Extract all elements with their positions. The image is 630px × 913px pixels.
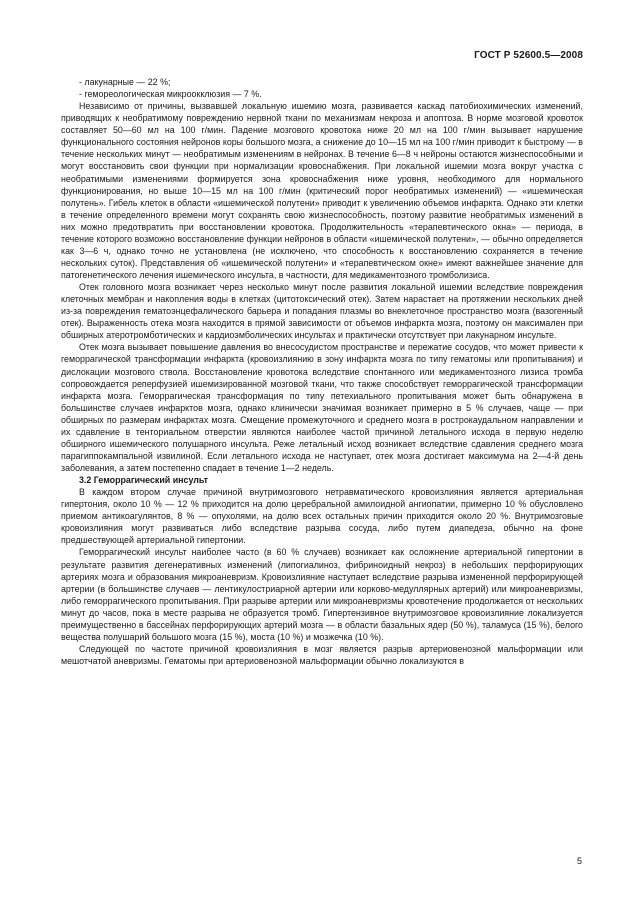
paragraph: Геморрагический инсульт наиболее часто (в 60 % случаев) возникает как осложнение артериальной гипертонии в результате развития дегенеративных изменений (липогиалиноз, фибриноидный некроз) в небольших перфорирующих артериях мозга и образования микроаневризм. Кровоизлияние наступает вследствие разрыва измененной перфорирующей артерии (в большинстве случаев — лентикулостриарной артерии или корково-медуллярных артерий) или микроаневризмы, либо геморрагического пропитывания. При разрыве артерии или микроаневризмы кровотечение продолжается от нескольких минут до часов, пока в месте разрыва не образуется тромб. Гипертензивное внутримозговое кровоизлияние локализуется преимущественно в бассейнах перфорирующих артерий мозга — в области базальных ядер (50 %), таламуса (15 %), белого вещества полушарий большого мозга (15 %), моста (10 %) и мозжечка (10 %). — [61, 547, 583, 642]
paragraph: Следующей по частоте причиной кровоизлияния в мозг является разрыв артериовенозной мальформации или мешотчатой аневризмы. Гематомы при артериовенозной мальформации обычно локализуются в — [61, 643, 583, 666]
paragraph: Отек мозга вызывает повышение давления во внесосудистом пространстве и пережатие сосудов, что может привести к геморрагической трансформации инфаркта (кровоизлиянию в зону инфаркта мозга по типу гематомы или пропитывания) и дислокации мозгового ствола. Восстановление кровотока вследствие спонтанного или медикаментозного лизиса тромба сопровождается реперфузией ишемизированной мозговой ткани, что также способствует геморрагической трансформации инфаркта мозга. Геморрагическая трансформация по типу петехиального пропитывания может быть обнаружена в большинстве случаев инфарктов мозга, однако клинически значимая возникает примерно в 5 % случаев, чаще — при обширных по размерам инфарктах мозга. Смещение промежуточного и среднего мозга в рострокаудальном направлении и их сдавление в тенториальном отверстии являются наиболее частой причиной летального исхода в первую неделю обширного ишемического полушарного инсульта. Реже летальный исход возникает вследствие сдавления среднего мозга парагиппокампальной извилиной. Если летального исхода не наступает, отек мозга достигает максимума на 2—4-й день заболевания, а затем постепенно спадает в течение 1—2 недель. — [61, 342, 583, 473]
standard-header: ГОСТ Р 52600.5—2008 — [474, 50, 583, 61]
paragraph: Независимо от причины, вызвавшей локальную ишемию мозга, развивается каскад патобиохимических изменений, приводящих к необратимому повреждению нервной ткани по механизмам некроза и апоптоза. В норме мозговой кровоток составляет 50—60 мл на 100 г/мин. Падение мозгового кровотока ниже 20 мл на 100 г/мин вызывает нарушение функционального состояния нейронов коры большого мозга, а снижение до 10—15 мл на 100 г/мин приводит к быстрому — в течение нескольких минут — необратимым изменениям в нейронах. В течение 6—8 ч нейроны остаются жизнеспособными и могут восстановить свои функции при нормализации кровоснабжения. При локальной ишемии мозга вокруг участка с необратимыми изменениями формируется зона кровоснабжения ниже уровня, необходимого для нормального функционирования, но выше 10—15 мл на 100 г/мин (критический порог необратимых изменений) — «ишемическая полутень». Гибель клеток в области «ишемической полутени» приводит к увеличению объемов инфаркта. Однако эти клетки в течение определенного времени могут сохранять свою жизнеспособность, поэтому развитие необратимых изменений в них можно предотвратить при восстановлении кровотока. Продолжительность «терапевтического окна» — периода, в течение которого возможно восстановление функции нейронов в области «ишемической полутени», — обычно определяется как 3—6 ч, однако точно не установлена (не исключено, что способность к восстановлению сохраняется в течение нескольких суток). Представления об «ишемической полутени» и «терапевтическом окне» имеют важнейшее значение для патогенетического лечения ишемического инсульта, в частности, для медикаментозного тромболизиса. — [61, 101, 583, 280]
page-number: 5 — [576, 856, 582, 866]
paragraph: В каждом втором случае причиной внутримозгового нетравматического кровоизлияния является артериальная гипертония, около 10 % — 12 % приходится на долю церебральной амилоидной ангиопатии, примерно 10 % обусловлено приемом антикоагулянтов, 8 % — опухолями, на долю всех остальных причин приходится около 20 %. Внутримозговые кровоизлияния могут развиваться либо вследствие разрыва сосуда, либо путем диапедеза, обычно на фоне предшествующей артериальной гипертонии. — [61, 487, 583, 546]
section-heading: 3.2 Геморрагический инсульт — [79, 475, 208, 486]
list-item: - лакунарные — 22 %; — [79, 77, 171, 87]
paragraph: Отек головного мозга возникает через несколько минут после развития локальной ишемии вследствие повреждения клеточных мембран и накопления воды в клетках (цитотоксический отек). Затем нарастает на протяжении нескольких дней из-за повреждения гематоэнцефалического барьера и попадания плазмы во внеклеточное пространство мозга (вазогенный отек). Выраженность отека мозга находится в прямой зависимости от объемов инфаркта мозга, поэтому он максимален при обширных атеротромботических и кардиоэмболических инсультах и практически отсутствует при лакунарном инсульте. — [61, 282, 583, 341]
list-item: - гемореологическая микроокклюзия — 7 %. — [79, 89, 262, 100]
document-body — [61, 76, 583, 667]
